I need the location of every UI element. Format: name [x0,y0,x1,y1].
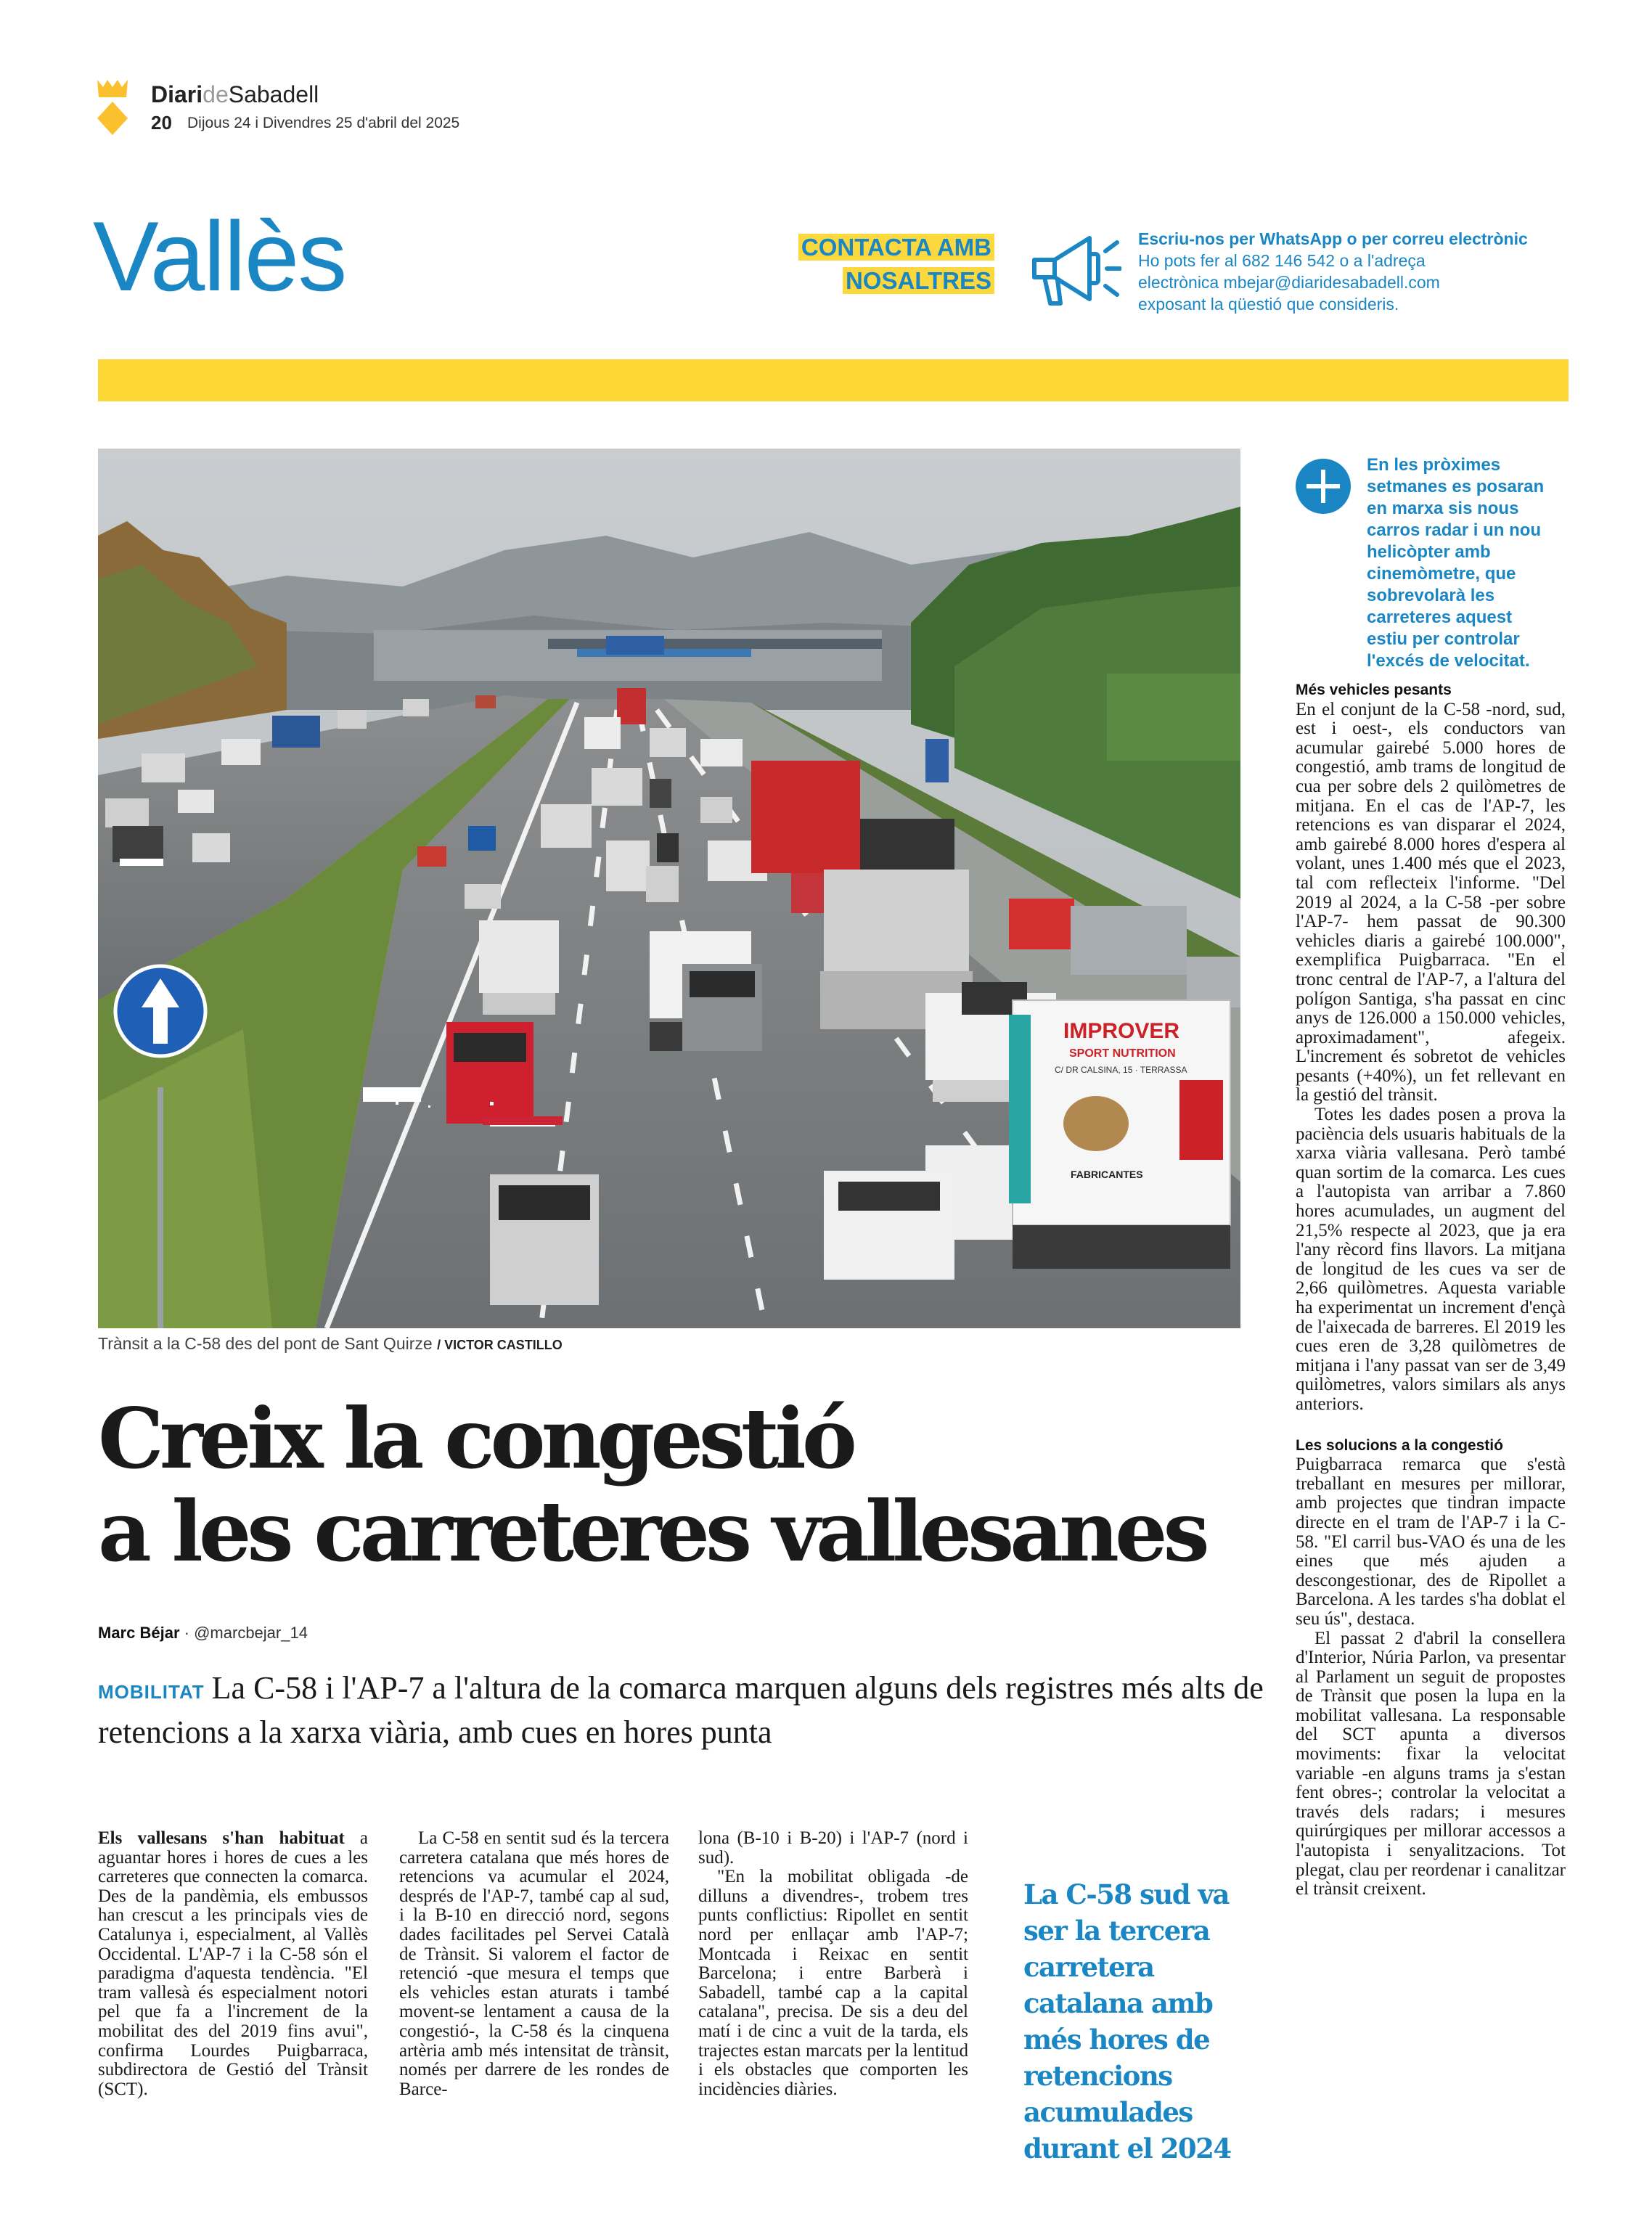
article-column-3 [698,1829,968,2099]
article-column-2 [399,1829,669,2099]
sidebar-intro: En les pròximes setmanes es posaran en marxa sis nous carros radar i un nou helicòpter amb cinemòmetre, que sobrevolarà les carreteres aquest estiu per controlar l'excés de velocitat. [1367,455,1545,671]
column-3-paragraph-1: lona (B-10 i B-20) i l'AP-7 (nord i sud). [698,1828,968,1868]
contact-banner[interactable] [733,231,994,298]
truck-brand: IMPROVER [1063,1019,1180,1043]
pull-quote: La C-58 sud va ser la tercera carretera catalana amb més hores de retencions acumulades durant el 2024 [1023,1878,1231,2164]
page-number: 20 [151,112,172,134]
headline-line-1: Creix la congestió [98,1390,853,1487]
subhead-solutions: Les solucions a la congestió [1296,1436,1503,1454]
contact-line-1: CONTACTA AMB [798,234,994,261]
subhead-heavy-vehicles: Més vehicles pesants [1296,682,1452,698]
section-title: Vallès [93,201,346,311]
standfirst: MOBILITAT La C-58 i l'AP-7 a l'altura de la comarca marquen alguns dels registres més alts de retencions a la xarxa viària, amb cues en hores punta [98,1670,1264,1750]
truck-sub: SPORT NUTRITION [1069,1047,1176,1060]
contact-phone-line: Ho pots fer al 682 146 542 o a l'adreça [1138,251,1426,270]
contact-line-2: NOSALTRES [843,267,994,294]
section-divider-bar [98,359,1569,401]
photo-credit: / VICTOR CASTILLO [437,1338,563,1352]
megaphone-icon [1020,218,1121,319]
sidebar-paragraph-3: Puigbarraca remarca que s'està treballant en mesures per millorar, amb projectes que tindran impacte directe en el tram de l'AP-7 i la C-58. "El carril bus-VAO és una de les eines que més ajuden a descongestionar, des de Ripollet a Barcelona. A les tardes s'ha doblat el seu ús", destaca. [1296,1455,1566,1629]
article-column-1 [98,1829,368,2099]
issue-date: Dijous 24 i Divendres 25 d'abril del 2025 [187,115,460,131]
column-1-paragraph: a aguantar hores i hores de cues a les carreteres que connecten la comarca. Des de la pandèmia, els embussos han crescut a les principals vies de Catalunya i, especialment, al Vallès Occidental. L'AP-7 i la C-58 són el paradigma d'aquesta tendència. "El tram vallesà és especialment notori pel que fa a l'increment de la mobilitat des del 2019 fins avui", confirma Lourdes Puigbarraca, subdirectora de Gestió del Trànsit (SCT). [98,1828,369,2099]
contact-note-line: exposant la qüestió que consideris. [1138,295,1399,314]
sidebar-text [1296,681,1566,1899]
author-handle[interactable]: @marcbejar_14 [194,1624,308,1642]
author-name: Marc Béjar [98,1624,180,1642]
traffic-photo [98,449,1240,1328]
truck-tag: FABRICANTES [1071,1169,1143,1180]
headline [98,1392,1259,1578]
photo-caption: Trànsit a la C-58 des del pont de Sant Quirze / VICTOR CASTILLO [98,1334,563,1353]
lead-in: Els vallesans s'han habituat [98,1828,345,1848]
masthead[interactable]: DiarideSabadell [151,81,319,107]
contact-info [1138,228,1545,315]
contact-title: Escriu-nos per WhatsApp o per correu electrònic [1138,229,1528,248]
city-crest-icon [96,78,129,136]
byline: Marc Béjar · @marcbejar_14 [98,1624,308,1642]
contact-email-line[interactable]: electrònica mbejar@diaridesabadell.com [1138,273,1440,292]
kicker-label: MOBILITAT [98,1681,205,1703]
headline-line-2: a les carreteres vallesanes [98,1483,1206,1580]
column-2-paragraph: La C-58 en sentit sud és la tercera carretera catalana que més hores de retencions va acumular el 2024, després de l'AP-7, també cap al sud, i la B-10 en direcció nord, segons dades facilitades pel Servei Català de Trànsit. Si valorem el factor de retenció -que mesura el temps que els vehicles estan aturats i també movent-se lentament a causa de la congestió-, la C-58 és la cinquena artèria amb més intensitat de trànsit, només per darrere de les rondes de Barce- [399,1828,669,2099]
sidebar-paragraph-2: Totes les dades posen a prova la paciència dels usuaris habituals de la xarxa viària vallesana. Però també quan sortim de la comarca. Les cues a l'autopista van arribar a 7.860 hores acumulades, un augment del 21,5% respecte al 2023, que ja era l'any rècord fins llavors. La mitjana de longitud de les cues va ser de 2,66 quilòmetres. Aquesta variable ha experimentat un increment d'ençà de l'aixecada de barreres. El 2019 les cues eren de 3,28 quilòmetres de mitjana i l'any passat van ser de 3,49 quilòmetres, valors similars als anys anteriors. [1296,1105,1566,1414]
sidebar-paragraph-4: El passat 2 d'abril la consellera d'Interior, Núria Parlon, va presentar al Parlament un seguit de propostes de Trànsit que posen la lupa en la mobilitat vallesana. La responsable del SCT apunta a diversos moviments: fixar la velocitat variable -en alguns trams ja s'estan fent obres-; controlar la velocitat a través dels radars; i mesures quirúrgiques per millorar accessos a l'autopista i senyalitzacions. Tot plegat, clau per reordenar i canalitzar el trànsit creixent. [1296,1628,1566,1899]
column-3-paragraph-2: "En la mobilitat obligada -de dilluns a divendres-, trobem tres punts conflictius: Ripollet en sentit nord per enllaçar amb l'AP-7; Montcada i Reixac en sentit Barcelona; i entre Barberà i Sabadell, també cap a la capital catalana", precisa. De sis a deu del matí i de cinc a vuit de la tarda, els trajectes estan marcats per la lentitud i els obstacles que comporten les incidències diàries. [698,1867,968,2099]
sidebar-paragraph-1: En el conjunt de la C-58 -nord, sud, est i oest-, els conductors van acumular gairebé 5.000 hores de congestió, amb trams de longitud de cua per sobre dels 2 quilòmetres de mitjana. En el cas de l'AP-7, les retencions es van disparar el 2024, amb gairebé 8.000 hores d'espera al volant, unes 1.400 més que el 2023, tal com reflecteix l'informe. "Del 2019 al 2024, a la C-58 -per sobre l'AP-7- hem passat de 90.300 vehicles diaris a gairebé 100.000", exemplifica Puigbarraca. "En el tronc central de l'AP-7, a l'altura del polígon Santiga, s'ha passat en cinc anys de 126.000 a 150.000 vehicles, aproximadament", afegeix. L'increment és sobretot de vehicles pesants (+40%), un fet rellevant en la gestió del trànsit. [1296,699,1566,1105]
truck-address: C/ DR CALSINA, 15 · TERRASSA [1055,1065,1187,1075]
